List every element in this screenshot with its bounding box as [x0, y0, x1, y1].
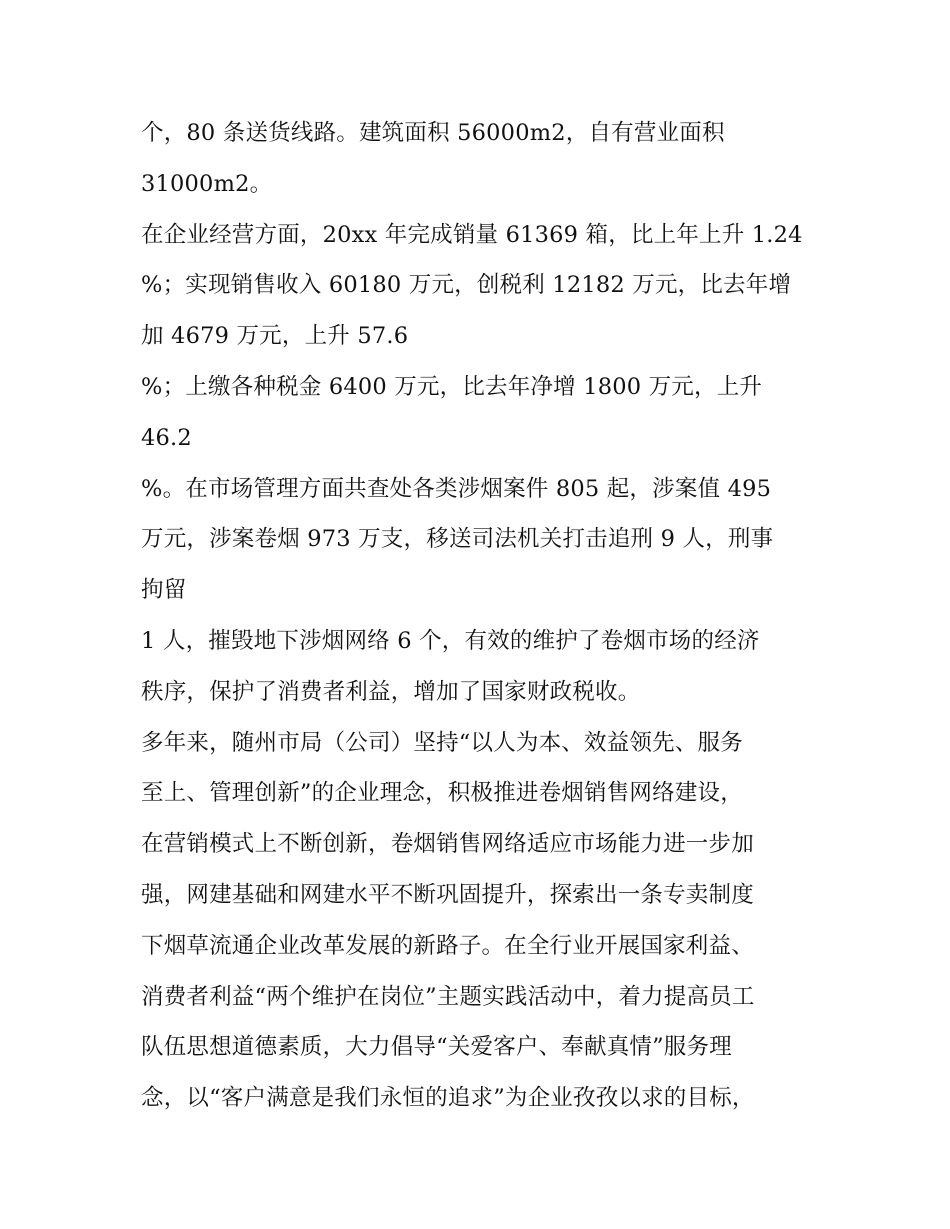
- text-line: 下烟草流通企业改革发展的新路子。在全行业开展国家利益、: [141, 932, 754, 959]
- text-line: 在营销模式上不断创新，卷烟销售网络适应市场能力进一步加: [141, 831, 754, 858]
- text-line: 队伍思想道德素质，大力倡导“关爱客户、奉献真情”服务理: [141, 1034, 732, 1061]
- text-line: %；上缴各种税金 6400 万元，比去年净增 1800 万元，上升: [141, 373, 763, 400]
- text-line: 念，以“客户满意是我们永恒的追求”为企业孜孜以求的目标，: [141, 1085, 755, 1112]
- text-line: 万元，涉案卷烟 973 万支，移送司法机关打击追刑 9 人，刑事: [141, 526, 774, 553]
- text-line: 31000m2。: [141, 170, 273, 197]
- text-line: 多年来，随州市局（公司）坚持“以人为本、效益领先、服务: [141, 729, 743, 756]
- text-line: 在企业经营方面，20xx 年完成销量 61369 箱，比上年上升 1.24: [141, 221, 803, 248]
- text-line: 至上、管理创新”的企业理念，积极推进卷烟销售网络建设，: [141, 780, 743, 807]
- text-line: 1 人，摧毁地下涉烟网络 6 个，有效的维护了卷烟市场的经济: [141, 627, 760, 654]
- text-line: 秩序，保护了消费者利益，增加了国家财政税收。: [141, 678, 641, 705]
- text-line: 拘留: [141, 577, 187, 604]
- text-line: 强，网建基础和网建水平不断巩固提升，探索出一条专卖制度: [141, 881, 754, 908]
- text-line: 个，80 条送货线路。建筑面积 56000m2，自有营业面积: [141, 120, 725, 146]
- text-line: %；实现销售收入 60180 万元，创税利 12182 万元，比去年增: [141, 272, 792, 299]
- text-line: 消费者利益“两个维护在岗位”主题实践活动中，着力提高员工: [141, 983, 755, 1010]
- text-line: %。在市场管理方面共查处各类涉烟案件 805 起，涉案值 495: [141, 475, 772, 502]
- text-line: 46.2: [141, 424, 192, 451]
- text-line: 加 4679 万元，上升 57.6: [141, 323, 409, 350]
- document-body: [141, 108, 821, 1124]
